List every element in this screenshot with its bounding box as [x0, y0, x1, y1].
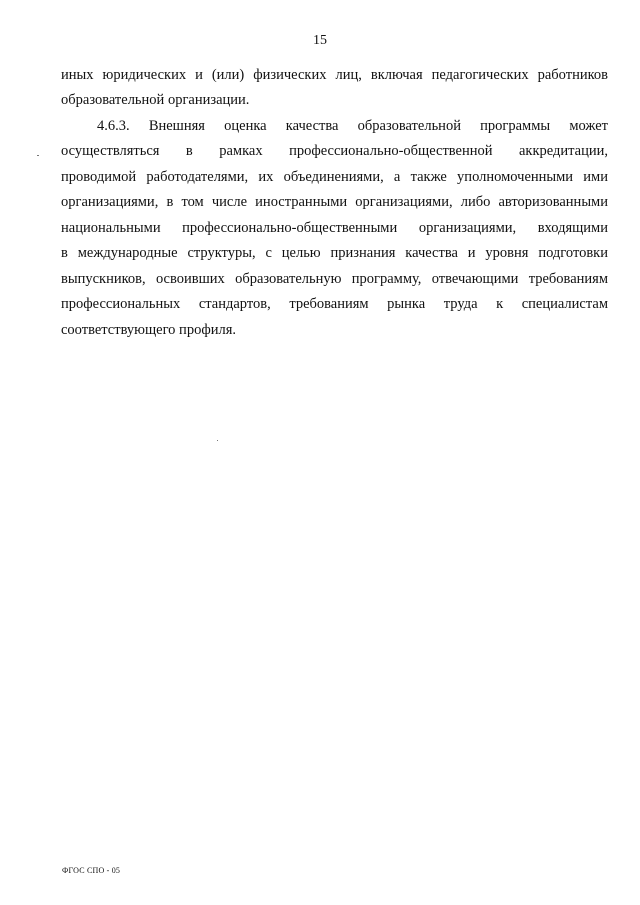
text-line: осуществляться в рамках профессионально-общественной аккредитации,	[61, 143, 608, 159]
footer-label: ФГОС СПО - 05	[62, 866, 121, 875]
page-number: 15	[313, 33, 327, 48]
text-line: соответствующего профиля.	[61, 322, 237, 338]
scan-speck	[37, 155, 39, 156]
text-line: национальными профессионально-общественными организациями, входящими	[61, 220, 608, 236]
text-line: проводимой работодателями, их объединениями, а также уполномоченными ими	[61, 169, 608, 185]
text-line: выпускников, освоивших образовательную программу, отвечающими требованиям	[61, 271, 608, 287]
text-line: организациями, в том числе иностранными организациями, либо авторизованными	[61, 194, 608, 210]
text-line: иных юридических и (или) физических лиц, включая педагогических работников	[61, 67, 608, 83]
scan-speck	[217, 440, 218, 441]
text-line: образовательной организации.	[61, 92, 250, 108]
text-line: в международные структуры, с целью признания качества и уровня подготовки	[61, 245, 608, 261]
text-line: профессиональных стандартов, требованиям рынка труда к специалистам	[61, 296, 608, 312]
paragraph-first-line: 4.6.3. Внешняя оценка качества образовательной программы может	[97, 118, 608, 134]
